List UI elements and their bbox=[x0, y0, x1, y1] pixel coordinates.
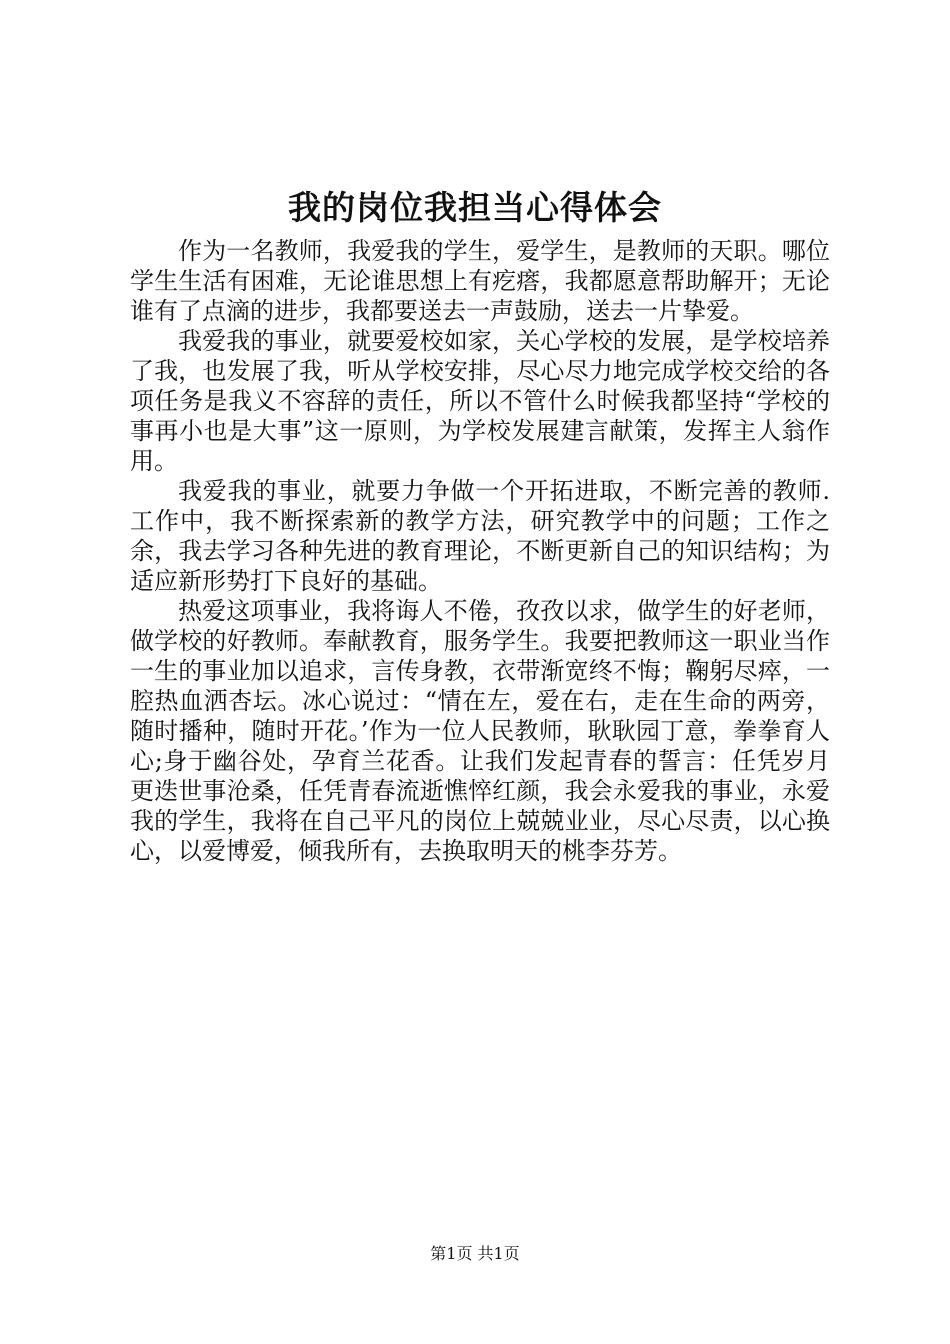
paragraph-1: 作为一名教师，我爱我的学生，爱学生，是教师的天职。哪位学生生活有困难，无论谁思想上有疙瘩，我都愿意帮助解开；无论谁有了点滴的进步，我都要送去一声鼓励，送去一片挚爱。 bbox=[130, 237, 830, 325]
paragraph-2: 我爱我的事业，就要爱校如家，关心学校的发展，是学校培养了我，也发展了我，听从学校安排，尽心尽力地完成学校交给的各项任务是我义不容辞的责任，所以不管什么时候我都坚持“学校的事再小也是大事”这一原则，为学校发展建言献策，发挥主人翁作用。 bbox=[130, 327, 830, 475]
document-body bbox=[130, 236, 830, 866]
paragraph-4: 热爱这项事业，我将诲人不倦，孜孜以求，做学生的好老师，做学校的好教师。奉献教育，服务学生。我要把教师这一职业当作一生的事业加以追求，言传身教，衣带渐宽终不悔；鞠躬尽瘁，一腔热血洒杏坛。冰心说过：“情在左，爱在右，走在生命的两旁，随时播种，随时开花。’作为一位人民教师，耿耿园丁意，拳拳育人心;身于幽谷处，孕育兰花香。让我们发起青春的誓言：任凭岁月更迭世事沧桑，任凭青春流逝憔悴红颜，我会永爱我的事业，永爱我的学生，我将在自己平凡的岗位上兢兢业业，尽心尽责，以心换心，以爱博爱，倾我所有，去换取明天的桃李芬芳。 bbox=[130, 597, 830, 865]
document-title: 我的岗位我担当心得体会 bbox=[288, 188, 662, 227]
page-footer: 第1页 共1页 bbox=[430, 1244, 520, 1263]
paragraph-3: 我爱我的事业，就要力争做一个开拓进取，不断完善的教师.工作中，我不断探索新的教学方法，研究教学中的问题；工作之余，我去学习各种先进的教育理论，不断更新自己的知识结构；为适应新形势打下良好的基础。 bbox=[130, 477, 830, 595]
